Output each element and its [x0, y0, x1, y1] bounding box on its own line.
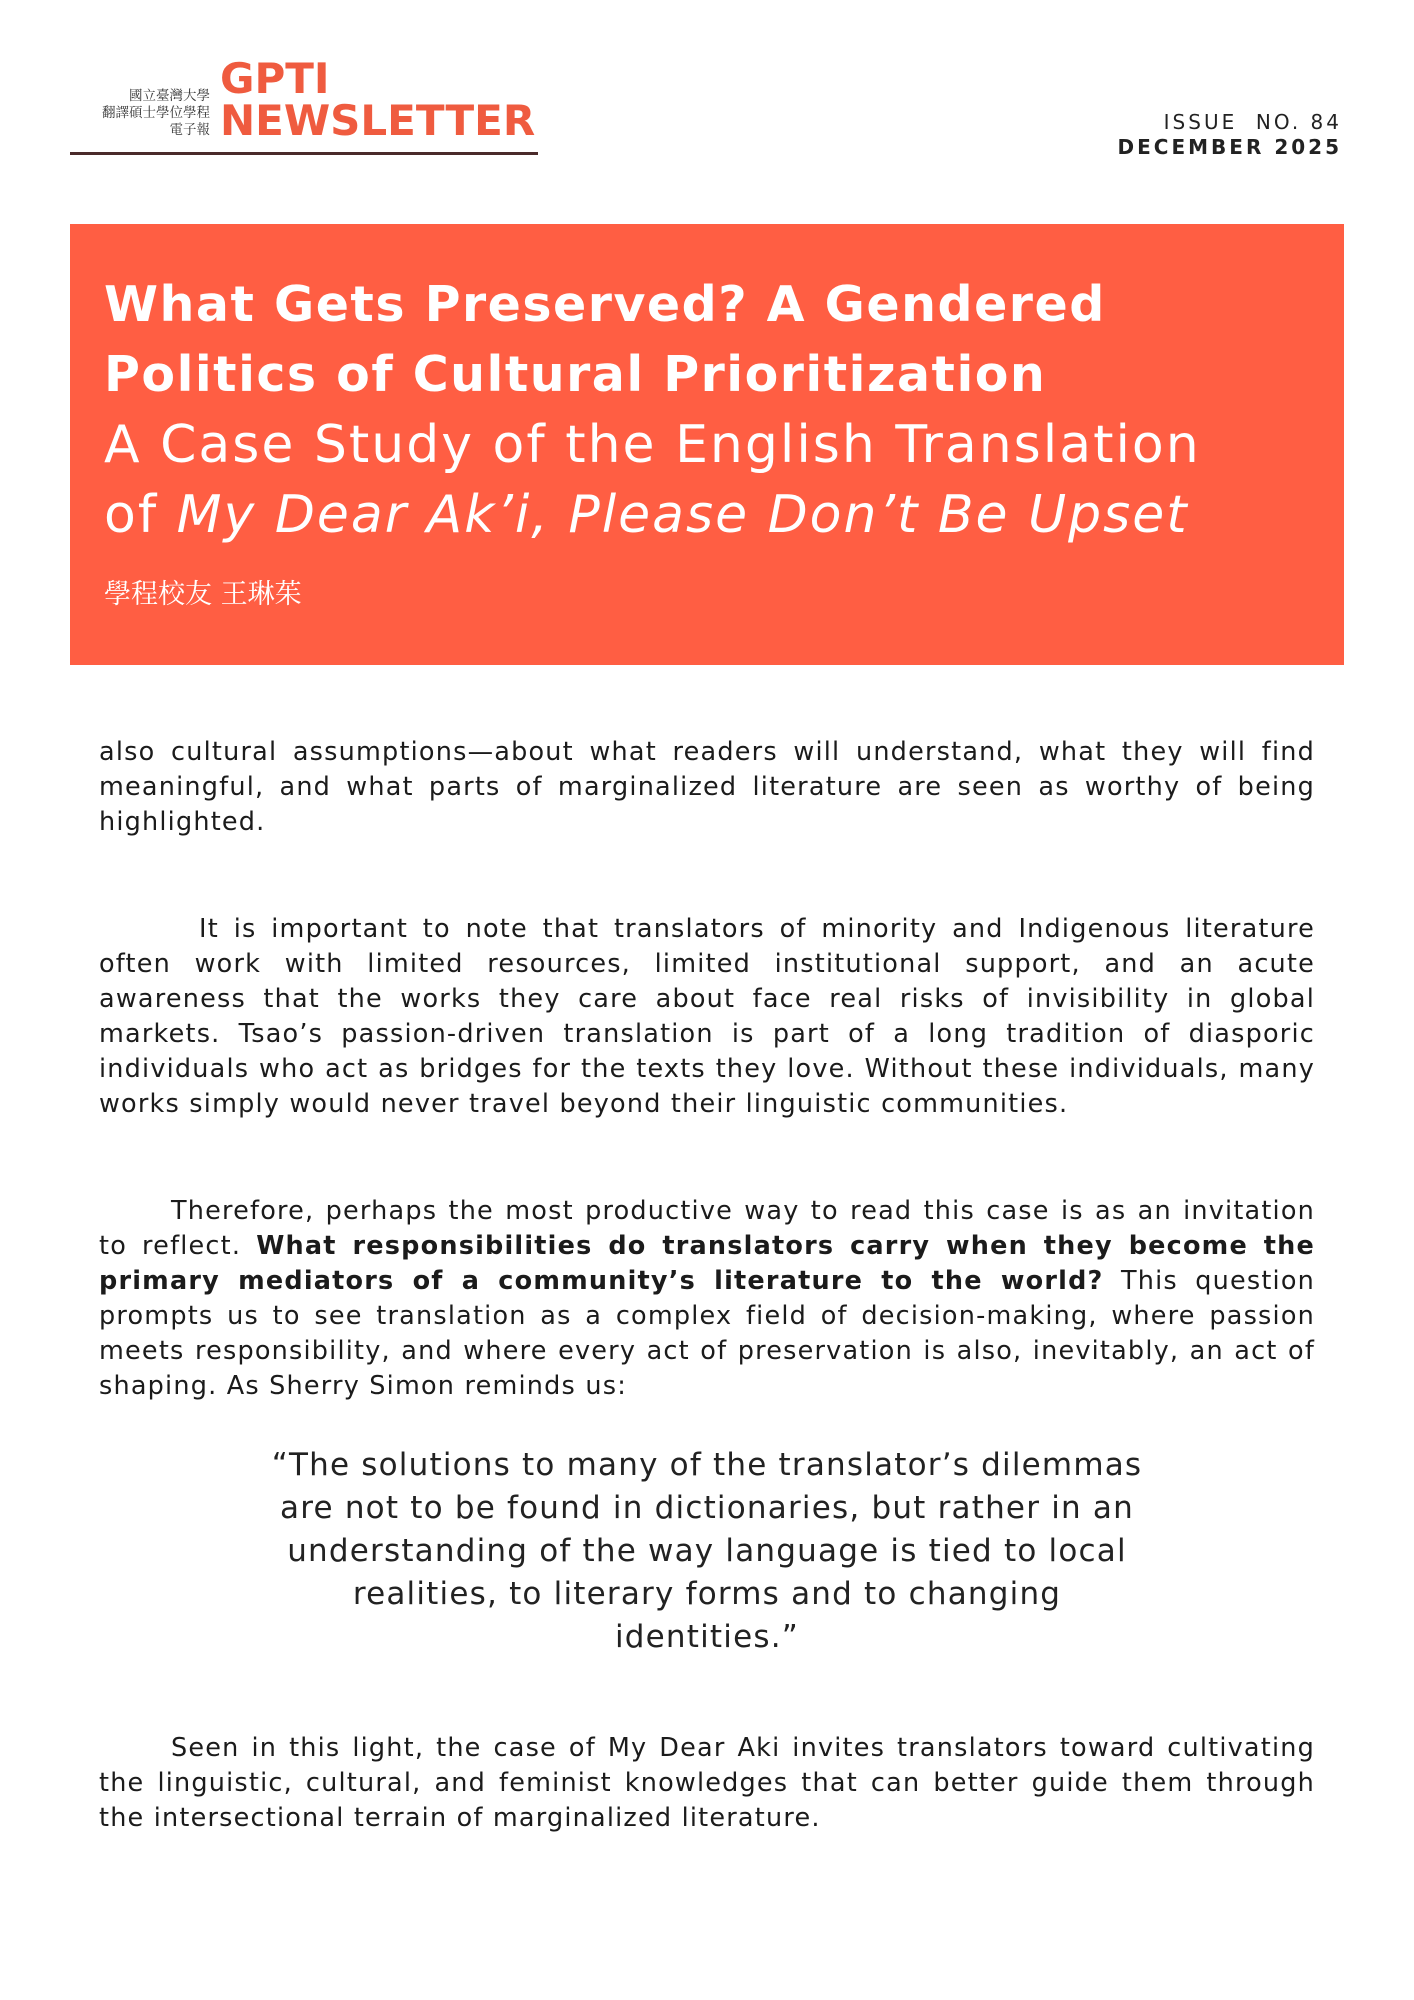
paragraph-3-start: Therefore, perhaps the most productive way to read this case is as an invitation to reflect.: [99, 1196, 1315, 1261]
paragraph-2: It is important to note that translators of minority and Indigenous literature often work with limited resources, limited institutional support, and an acute awareness that the works they care about face real risks of invisibility in global markets. Tsao’s passion-driven translation is part of a long tradition of diasporic individuals who act as bridges for the texts they love. Without these individuals, many works simply would never travel beyond their linguistic communities.: [99, 914, 1315, 1119]
article-title-line-1: What Gets Preserved? A Gendered: [104, 276, 1106, 333]
issue-number: ISSUE NO. 84: [1163, 110, 1342, 134]
article-body: [99, 735, 1315, 1836]
newsletter-logo: [220, 54, 536, 145]
block-quote: “The solutions to many of the translator’s dilemmas are not to be found in dictionaries, but rather in an understanding of the way language is tied to local realities, to literary forms and to changing identities.”: [271, 1447, 1143, 1655]
subtitle-prefix: of: [104, 485, 177, 545]
article-subtitle-line-1: A Case Study of the English Translation: [104, 415, 1201, 475]
paragraph-3-end: This question prompts us to see translation as a complex field of decision-making, where passion meets responsibility, and where every act of preservation is also, inevitably, an act of shaping. As Sherry Simon reminds us:: [99, 1266, 1315, 1401]
program-name-line-2: 翻譯碩士學位學程: [102, 105, 210, 121]
paragraph-3-question: What responsibilities do translators carry when they become the primary mediators of a community’s literature to the world?: [99, 1231, 1316, 1296]
article-title-banner: [70, 224, 1344, 665]
masthead-divider: [70, 152, 538, 155]
paragraph-4: Seen in this light, the case of My Dear Aki invites translators toward cultivating the linguistic, cultural, and feminist knowledges that can better guide them through the intersectional terrain of marginalized literature.: [99, 1733, 1315, 1833]
logo-gpti: GPTI: [220, 54, 330, 103]
issue-info: [1118, 110, 1342, 160]
book-title: My Dear Ak’i, Please Don’t Be Upset: [176, 485, 1189, 545]
masthead: [70, 54, 538, 155]
program-name-chinese: [70, 88, 210, 139]
article-title-line-2: Politics of Cultural Prioritization: [104, 346, 1047, 403]
program-name-line-3: 電子報: [169, 122, 210, 138]
logo-newsletter: NEWSLETTER: [220, 96, 536, 145]
issue-date: DECEMBER 2025: [1117, 135, 1342, 159]
article-subtitle-line-2: [104, 480, 1310, 550]
article-author: 學程校友 王琳茱: [104, 579, 302, 610]
paragraph-1: also cultural assumptions—about what readers will understand, what they will find meaningful, and what parts of marginalized literature are seen as worthy of being highlighted.: [99, 737, 1315, 837]
paragraph-3: [99, 1194, 1315, 1404]
program-name-line-1: 國立臺灣大學: [129, 88, 210, 104]
